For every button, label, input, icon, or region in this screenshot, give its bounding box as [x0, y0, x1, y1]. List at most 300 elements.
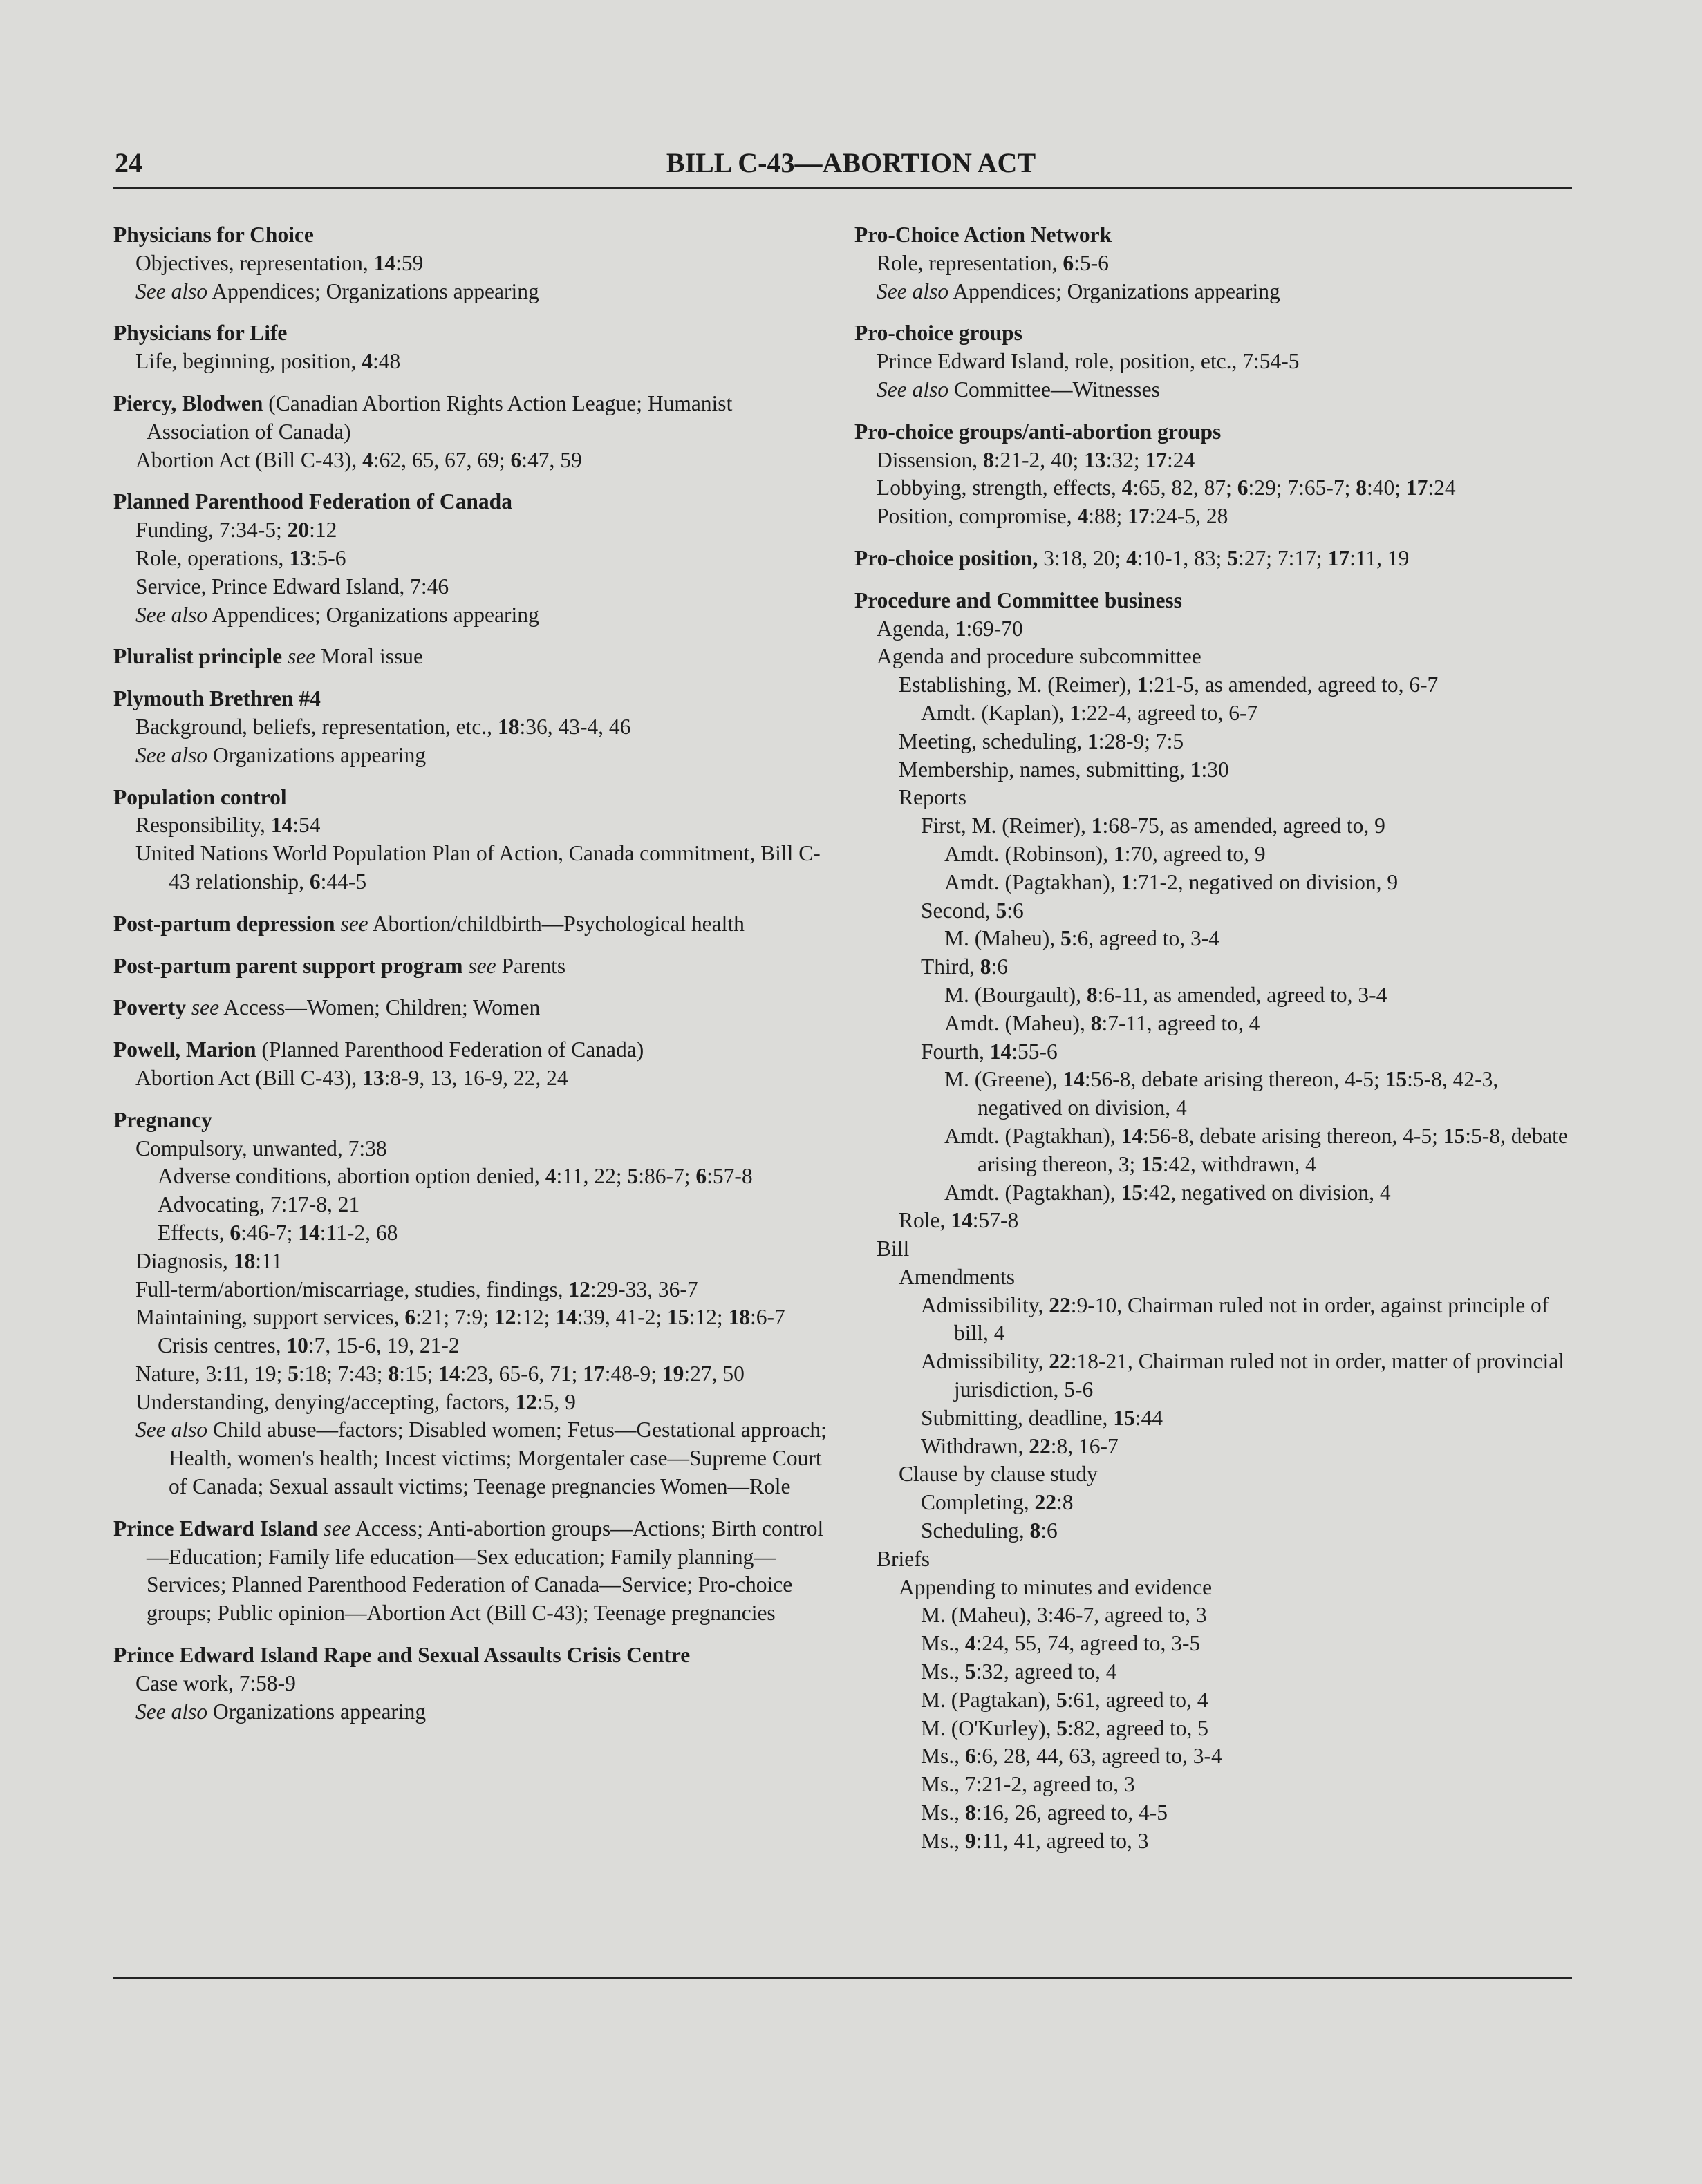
- entry-text: :6-7: [749, 1305, 785, 1330]
- index-subentry: [854, 1235, 1573, 1263]
- entry-text: M. (Pagtakan),: [921, 1687, 1056, 1712]
- bold-text: Prince Edward Island: [113, 1516, 318, 1541]
- entry-text: 3:18, 20;: [1043, 545, 1127, 570]
- index-entry: [113, 1107, 832, 1501]
- bold-text: Poverty: [113, 995, 186, 1020]
- bold-text: 15: [1113, 1405, 1135, 1430]
- bold-text: 19: [662, 1361, 684, 1386]
- bold-text: Post-partum parent support program: [113, 953, 463, 978]
- entry-text: :88;: [1088, 504, 1128, 529]
- entry-text: Appendices; Organizations appearing: [207, 602, 539, 627]
- index-entry: [113, 994, 832, 1022]
- cross-reference-marker: See also: [135, 1699, 208, 1724]
- entry-text: :56-8, debate arising thereon, 4-5;: [1084, 1067, 1385, 1092]
- bold-text: Population control: [113, 784, 287, 809]
- index-subentry: [113, 1416, 832, 1500]
- bold-text: 14: [298, 1220, 320, 1245]
- entry-text: :42, withdrawn, 4: [1162, 1151, 1316, 1176]
- cross-reference-marker: See also: [135, 1418, 208, 1442]
- entry-text: :59: [395, 250, 424, 275]
- index-subentry: [854, 250, 1573, 278]
- index-heading: [854, 418, 1573, 446]
- index-heading: [113, 643, 832, 671]
- bold-text: 8: [983, 447, 994, 472]
- index-subentry: [854, 376, 1573, 404]
- bold-text: Pro-Choice Action Network: [854, 223, 1112, 247]
- entry-text: :29; 7:65-7;: [1248, 476, 1356, 500]
- bold-text: 5: [288, 1361, 299, 1386]
- bold-text: 6: [510, 447, 522, 472]
- bold-text: 4: [545, 1164, 557, 1189]
- entry-text: :8: [1056, 1490, 1074, 1515]
- entry-text: :7-11, agreed to, 4: [1101, 1010, 1260, 1035]
- entry-text: M. (Greene),: [944, 1067, 1063, 1092]
- index-heading: [854, 319, 1573, 348]
- bold-text: Plymouth Brethren #4: [113, 686, 321, 711]
- index-subentry: [113, 1360, 832, 1388]
- index-subentry: [113, 573, 832, 601]
- entry-text: :27, 50: [684, 1361, 745, 1386]
- entry-text: Bill: [877, 1236, 910, 1261]
- bold-text: 4: [1077, 504, 1089, 529]
- bold-text: 1: [1121, 869, 1132, 894]
- index-subentry: [113, 713, 832, 742]
- entry-text: Clause by clause study: [899, 1462, 1098, 1487]
- index-entry: [113, 1036, 832, 1093]
- entry-text: Maintaining, support services,: [135, 1305, 405, 1330]
- index-subentry: [113, 516, 832, 545]
- entry-text: Access—Women; Children; Women: [219, 995, 541, 1020]
- entry-text: :46-7;: [241, 1220, 299, 1245]
- entry-text: :62, 65, 67, 69;: [373, 447, 511, 472]
- bold-text: 1: [1190, 757, 1201, 782]
- entry-text: Amdt. (Kaplan),: [921, 700, 1070, 725]
- index-entry: [113, 390, 832, 474]
- index-entry: [113, 319, 832, 376]
- entry-text: :29-33, 36-7: [590, 1277, 698, 1301]
- entry-text: :27; 7:17;: [1238, 545, 1328, 570]
- entry-text: :18-21, Chairman ruled not in order, matter of provincial jurisdiction, 5-6: [954, 1349, 1565, 1402]
- bold-text: 4: [362, 447, 373, 472]
- entry-text: Scheduling,: [921, 1518, 1030, 1543]
- entry-text: Moral issue: [315, 644, 423, 669]
- index-subentry: [854, 1545, 1573, 1574]
- bold-text: 14: [270, 813, 293, 838]
- index-subentry: [113, 250, 832, 278]
- entry-text: :21; 7:9;: [415, 1305, 494, 1330]
- bold-text: 1: [1137, 672, 1148, 697]
- entry-text: Fourth,: [921, 1039, 990, 1064]
- entry-text: Background, beliefs, representation, etc.,: [135, 714, 498, 739]
- bold-text: Physicians for Life: [113, 321, 288, 346]
- entry-text: :24, 55, 74, agreed to, 3-5: [975, 1631, 1201, 1656]
- entry-text: :24: [1167, 447, 1195, 472]
- entry-text: Reports: [899, 785, 966, 810]
- index-subentry: [113, 348, 832, 376]
- entry-text: :21-5, as amended, agreed to, 6-7: [1148, 672, 1439, 697]
- bold-text: 1: [955, 616, 966, 641]
- entry-text: First, M. (Reimer),: [921, 813, 1092, 838]
- entry-text: Understanding, denying/accepting, factors,: [135, 1389, 516, 1414]
- entry-text: :69-70: [966, 616, 1023, 641]
- index-entry: [113, 221, 832, 305]
- entry-text: :82, agreed to, 5: [1067, 1715, 1208, 1740]
- index-subentry: [854, 1517, 1573, 1545]
- bold-text: 5: [964, 1659, 976, 1684]
- index-subentry: [113, 1303, 832, 1332]
- index-heading: [113, 952, 832, 981]
- entry-text: Meeting, scheduling,: [899, 728, 1087, 753]
- bold-text: 4: [1126, 545, 1137, 570]
- index-subentry: [854, 812, 1573, 840]
- entry-text: :28-9; 7:5: [1098, 728, 1184, 753]
- entry-text: M. (O'Kurley),: [921, 1715, 1057, 1740]
- entry-text: :10-1, 83;: [1137, 545, 1228, 570]
- entry-text: Diagnosis,: [135, 1248, 234, 1273]
- entry-text: :11, 22;: [556, 1164, 628, 1189]
- bold-text: 17: [1145, 447, 1168, 472]
- bold-text: 4: [362, 349, 373, 374]
- bold-text: 15: [1141, 1151, 1163, 1176]
- entry-text: Agenda and procedure subcommittee: [877, 644, 1201, 669]
- index-subentry: [854, 1348, 1573, 1404]
- bold-text: 8: [1029, 1518, 1041, 1543]
- index-subentry: [854, 784, 1573, 812]
- bold-text: Physicians for Choice: [113, 223, 314, 247]
- bold-text: 8: [388, 1361, 400, 1386]
- index-subentry: [854, 1404, 1573, 1433]
- index-entry: [113, 643, 832, 671]
- footer-rule: [113, 1977, 1572, 1979]
- bold-text: Planned Parenthood Federation of Canada: [113, 489, 512, 514]
- entry-text: :57-8: [972, 1208, 1019, 1233]
- entry-text: Compulsory, unwanted, 7:38: [135, 1136, 387, 1160]
- entry-text: Third,: [921, 954, 980, 979]
- index-column-right: [854, 221, 1573, 1870]
- index-entry: [113, 1515, 832, 1628]
- entry-text: Dissension,: [877, 447, 984, 472]
- entry-text: Agenda,: [877, 616, 955, 641]
- bold-text: Pro-choice position,: [854, 545, 1044, 570]
- entry-text: :61, agreed to, 4: [1067, 1687, 1208, 1712]
- entry-text: :48: [372, 349, 401, 374]
- entry-text: :7, 15-6, 19, 21-2: [308, 1333, 460, 1358]
- bold-text: Pregnancy: [113, 1107, 212, 1132]
- entry-text: :56-8, debate arising thereon, 4-5;: [1142, 1123, 1443, 1148]
- index-subentry: [854, 1715, 1573, 1743]
- bold-text: 12: [515, 1389, 537, 1414]
- index-heading: [113, 1641, 832, 1670]
- entry-text: :24-5, 28: [1149, 504, 1228, 529]
- index-entry: [113, 685, 832, 769]
- bold-text: 22: [1049, 1292, 1071, 1317]
- entry-text: Appending to minutes and evidence: [899, 1574, 1213, 1599]
- entry-text: Amendments: [899, 1264, 1015, 1289]
- index-subentry: [113, 742, 832, 770]
- bold-text: 17: [1405, 476, 1428, 500]
- index-heading: [854, 545, 1573, 573]
- entry-text: :5, 9: [536, 1389, 576, 1414]
- entry-text: Amdt. (Pagtakhan),: [944, 1123, 1121, 1148]
- bold-text: 14: [555, 1305, 577, 1330]
- bold-text: 6: [230, 1220, 241, 1245]
- entry-text: Full-term/abortion/miscarriage, studies, findings,: [135, 1277, 569, 1301]
- entry-text: :12: [309, 518, 337, 543]
- index-subentry: [854, 1771, 1573, 1799]
- entry-text: Ms., 7:21-2, agreed to, 3: [921, 1772, 1135, 1797]
- bold-text: Procedure and Committee business: [854, 587, 1182, 612]
- index-subentry: [854, 1066, 1573, 1122]
- index-subentry: [113, 1248, 832, 1276]
- entry-text: Role, operations,: [135, 545, 290, 570]
- index-subentry: [113, 1332, 832, 1360]
- index-subentry: [854, 1601, 1573, 1630]
- entry-text: :6, agreed to, 3-4: [1071, 926, 1220, 951]
- bold-text: 15: [1385, 1067, 1408, 1092]
- entry-text: :16, 26, agreed to, 4-5: [975, 1800, 1168, 1825]
- bold-text: 18: [497, 714, 520, 739]
- entry-text: :40;: [1366, 476, 1406, 500]
- entry-text: :36, 43-4, 46: [519, 714, 631, 739]
- index-subentry: [854, 1207, 1573, 1235]
- index-subentry: [113, 1191, 832, 1219]
- entry-text: Parents: [496, 953, 566, 978]
- entry-text: :55-6: [1011, 1039, 1058, 1064]
- index-subentry: [113, 811, 832, 840]
- index-entry: [113, 488, 832, 629]
- bold-text: Pro-choice groups: [854, 321, 1022, 346]
- entry-text: Ms.,: [921, 1631, 965, 1656]
- entry-text: :22-4, agreed to, 6-7: [1080, 700, 1258, 725]
- bold-text: 1: [1087, 728, 1098, 753]
- index-subentry: [113, 1064, 832, 1093]
- entry-text: Ms.,: [921, 1744, 965, 1769]
- index-entry: [854, 418, 1573, 531]
- entry-text: M. (Bourgault),: [944, 982, 1087, 1007]
- bold-text: 8: [980, 954, 991, 979]
- entry-text: Admissibility,: [921, 1292, 1049, 1317]
- index-subentry: [854, 671, 1573, 699]
- index-heading: [854, 221, 1573, 250]
- bold-text: 13: [362, 1065, 384, 1090]
- entry-text: M. (Maheu), 3:46-7, agreed to, 3: [921, 1603, 1207, 1628]
- index-heading: [113, 910, 832, 939]
- bold-text: 17: [583, 1361, 605, 1386]
- entry-text: Completing,: [921, 1490, 1035, 1515]
- index-entry: [854, 587, 1573, 1856]
- index-heading: [113, 221, 832, 250]
- entry-text: :12;: [689, 1305, 729, 1330]
- index-heading: [113, 685, 832, 713]
- entry-text: :42, negatived on division, 4: [1142, 1180, 1391, 1205]
- entry-text: Objectives, representation,: [135, 250, 374, 275]
- index-subentry: [854, 981, 1573, 1010]
- bold-text: 14: [373, 250, 396, 275]
- bold-text: 14: [951, 1208, 973, 1233]
- cross-reference-marker: see: [335, 911, 368, 936]
- index-entry: [113, 952, 832, 981]
- entry-text: Nature, 3:11, 19;: [135, 1361, 288, 1386]
- index-subentry: [854, 1658, 1573, 1686]
- bold-text: 5: [1056, 1687, 1067, 1712]
- index-subentry: [854, 615, 1573, 643]
- entry-text: Funding, 7:34-5;: [135, 518, 288, 543]
- index-heading: [113, 390, 832, 446]
- entry-text: :30: [1201, 757, 1229, 782]
- entry-text: :39, 41-2;: [577, 1305, 668, 1330]
- cross-reference-marker: See also: [135, 602, 208, 627]
- entry-text: Role, representation,: [877, 250, 1063, 275]
- entry-text: :68-75, as amended, agreed to, 9: [1102, 813, 1385, 838]
- index-entry: [854, 319, 1573, 404]
- cross-reference-marker: see: [185, 995, 220, 1020]
- index-subentry: [854, 474, 1573, 502]
- index-subentry: [854, 278, 1573, 306]
- entry-text: :21-2, 40;: [993, 447, 1085, 472]
- page-number: 24: [115, 147, 142, 178]
- entry-text: :6: [1040, 1518, 1058, 1543]
- index-subentry: [854, 840, 1573, 869]
- entry-text: Amdt. (Maheu),: [944, 1010, 1091, 1035]
- bold-text: 8: [1356, 476, 1367, 500]
- bold-text: 13: [289, 545, 311, 570]
- entry-text: :8, 16-7: [1050, 1433, 1119, 1458]
- bold-text: 6: [1237, 476, 1249, 500]
- entry-text: M. (Maheu),: [944, 926, 1060, 951]
- bold-text: 18: [233, 1248, 256, 1273]
- bold-text: 22: [1029, 1433, 1051, 1458]
- bold-text: 5: [1056, 1715, 1068, 1740]
- entry-text: Admissibility,: [921, 1349, 1049, 1374]
- cross-reference-marker: See also: [135, 279, 208, 303]
- bold-text: 17: [1128, 504, 1150, 529]
- entry-text: :47, 59: [521, 447, 582, 472]
- entry-text: :18; 7:43;: [298, 1361, 389, 1386]
- index-subentry: [854, 1038, 1573, 1066]
- entry-text: Ms.,: [921, 1800, 965, 1825]
- index-heading: [113, 1515, 832, 1628]
- entry-text: :6: [991, 954, 1008, 979]
- index-subentry: [854, 1179, 1573, 1207]
- index-subentry: [854, 1827, 1573, 1856]
- index-subentry: [854, 1263, 1573, 1292]
- index-subentry: [854, 502, 1573, 531]
- index-subentry: [113, 840, 832, 896]
- entry-text: Ms.,: [921, 1828, 965, 1853]
- entry-text: :23, 65-6, 71;: [460, 1361, 583, 1386]
- entry-text: :5-8, debate arising thereon, 3;: [978, 1123, 1568, 1176]
- cross-reference-marker: See also: [877, 279, 949, 303]
- index-subentry: [854, 1799, 1573, 1827]
- index-subentry: [113, 545, 832, 573]
- bold-text: 12: [568, 1277, 590, 1301]
- entry-text: Membership, names, submitting,: [899, 757, 1190, 782]
- entry-text: (Canadian Abortion Rights Action League; Humanist Association of Canada): [147, 390, 733, 444]
- cross-reference-marker: See also: [135, 742, 208, 767]
- entry-text: :5-6: [310, 545, 346, 570]
- entry-text: Abortion/childbirth—Psychological health: [368, 911, 745, 936]
- entry-text: Organizations appearing: [207, 742, 427, 767]
- bold-text: 22: [1034, 1490, 1056, 1515]
- entry-text: :32, agreed to, 4: [975, 1659, 1117, 1684]
- index-subentry: [113, 1276, 832, 1304]
- entry-text: Case work, 7:58-9: [135, 1670, 296, 1695]
- entry-text: Position, compromise,: [877, 504, 1078, 529]
- index-entry: [113, 910, 832, 939]
- entry-text: Effects,: [158, 1220, 230, 1245]
- bold-text: 15: [667, 1305, 689, 1330]
- entry-text: Abortion Act (Bill C-43),: [135, 1065, 363, 1090]
- index-subentry: [854, 1489, 1573, 1517]
- entry-text: :65, 82, 87;: [1132, 476, 1237, 500]
- entry-text: :54: [292, 813, 321, 838]
- entry-text: :11, 19: [1349, 545, 1410, 570]
- bold-text: 10: [286, 1333, 308, 1358]
- index-subentry: [113, 1388, 832, 1417]
- index-entry: [854, 221, 1573, 305]
- bold-text: 12: [494, 1305, 516, 1330]
- entry-text: :48-9;: [604, 1361, 662, 1386]
- entry-text: Lobbying, strength, effects,: [877, 476, 1122, 500]
- header-rule: [113, 187, 1572, 189]
- bold-text: Pluralist principle: [113, 644, 283, 669]
- entry-text: Child abuse—factors; Disabled women; Fetus—Gestational approach; Health, women's health; Incest victims; Morgentaler case—Supreme Court of Canada; Sexual assault victims; Teenage pregnancies Women—Role: [169, 1418, 827, 1499]
- bold-text: Pro-choice groups/anti-abortion groups: [854, 419, 1222, 444]
- bold-text: 8: [964, 1800, 976, 1825]
- index-entry: [113, 1641, 832, 1726]
- index-heading: [854, 587, 1573, 615]
- entry-text: :5-6: [1074, 250, 1109, 275]
- bold-text: 18: [728, 1305, 750, 1330]
- bold-text: 6: [1063, 250, 1074, 275]
- bold-text: 14: [989, 1039, 1012, 1064]
- index-subentry: [113, 1135, 832, 1163]
- cross-reference-marker: see: [462, 953, 496, 978]
- entry-text: :44: [1134, 1405, 1163, 1430]
- bold-text: 4: [1121, 476, 1133, 500]
- entry-text: Appendices; Organizations appearing: [207, 279, 539, 303]
- index-entry: [113, 784, 832, 896]
- entry-text: Briefs: [877, 1546, 930, 1571]
- entry-text: United Nations World Population Plan of Action, Canada commitment, Bill C-43 relationship,: [135, 841, 821, 894]
- bold-text: 13: [1084, 447, 1106, 472]
- entry-text: :8-9, 13, 16-9, 22, 24: [384, 1065, 568, 1090]
- bold-text: 14: [438, 1361, 460, 1386]
- entry-text: Access; Anti-abortion groups—Actions; Birth control—Education; Family life education—Sex education; Family planning—Services; Planned Parenthood Federation of Canada—Service; Pro-choice groups; Public opinion—Abortion Act (Bill C-43); Teenage pregnancies: [147, 1516, 824, 1626]
- bold-text: 6: [309, 869, 321, 894]
- bold-text: 1: [1091, 813, 1103, 838]
- index-subentry: [854, 869, 1573, 897]
- bold-text: 14: [1063, 1067, 1085, 1092]
- index-subentry: [854, 699, 1573, 728]
- index-heading: [113, 1107, 832, 1135]
- bold-text: 5: [627, 1164, 639, 1189]
- page-title: BILL C-43—ABORTION ACT: [666, 147, 1036, 178]
- bold-text: 15: [1121, 1180, 1143, 1205]
- index-subentry: [854, 728, 1573, 756]
- index-subentry: [854, 1292, 1573, 1348]
- index-subentry: [854, 1742, 1573, 1771]
- entry-text: Committee—Witnesses: [948, 377, 1160, 402]
- index-subentry: [854, 1574, 1573, 1602]
- index-subentry: [854, 1630, 1573, 1658]
- index-subentry: [113, 1670, 832, 1698]
- entry-text: :86-7;: [638, 1164, 696, 1189]
- bold-text: 6: [404, 1305, 416, 1330]
- bold-text: 17: [1327, 545, 1350, 570]
- entry-text: :15;: [399, 1361, 439, 1386]
- entry-text: :11, 41, agreed to, 3: [975, 1828, 1149, 1853]
